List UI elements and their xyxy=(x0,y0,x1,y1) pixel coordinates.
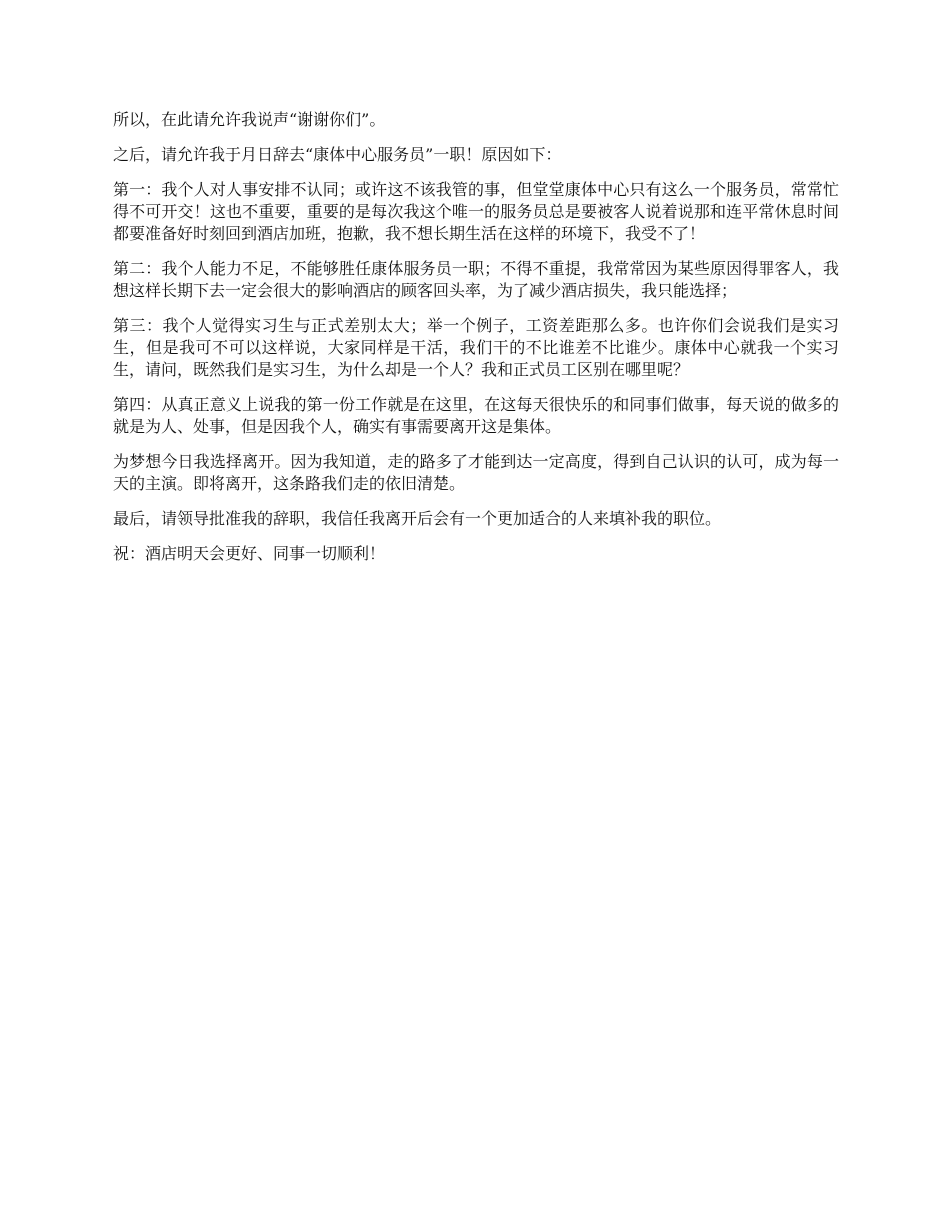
paragraph-thanks: 所以，在此请允许我说声“谢谢你们”。 xyxy=(113,110,386,129)
paragraph-dream: 为梦想今日我选择离开。因为我知道，走的路多了才能到达一定高度，得到自己认识的认可，成为每一天的主演。即将离开，这条路我们走的依旧清楚。 xyxy=(113,452,839,493)
document-body xyxy=(113,109,839,578)
paragraph-closing-wishes: 祝：酒店明天会更好、同事一切顺利！ xyxy=(113,544,386,563)
paragraph-resignation-intro: 之后，请允许我于月日辞去“康体中心服务员”一职！原因如下： xyxy=(113,145,562,164)
paragraph-request-approval: 最后，请领导批准我的辞职，我信任我离开后会有一个更加适合的人来填补我的职位。 xyxy=(113,509,722,528)
paragraph-reason-1: 第一：我个人对人事安排不认同；或许这不该我管的事，但堂堂康体中心只有这么一个服务员，常常忙得不可开交！这也不重要，重要的是每次我这个唯一的服务员总是要被客人说着说那和连平常休息时间都要准备好时刻回到酒店加班，抱歉，我不想长期生活在这样的环境下，我受不了！ xyxy=(113,180,839,243)
paragraph-reason-4: 第四：从真正意义上说我的第一份工作就是在这里，在这每天很快乐的和同事们做事，每天说的做多的就是为人、处事，但是因我个人，确实有事需要离开这是集体。 xyxy=(113,395,839,436)
paragraph-reason-2: 第二：我个人能力不足，不能够胜任康体服务员一职；不得不重提，我常常因为某些原因得罪客人，我想这样长期下去一定会很大的影响酒店的顾客回头率，为了减少酒店损失，我只能选择； xyxy=(113,259,839,300)
paragraph-reason-3: 第三：我个人觉得实习生与正式差别太大；举一个例子，工资差距那么多。也许你们会说我们是实习生，但是我可不可以这样说，大家同样是干活，我们干的不比谁差不比谁少。康体中心就我一个实习生，请问，既然我们是实习生，为什么却是一个人？我和正式员工区别在哪里呢？ xyxy=(113,316,839,379)
